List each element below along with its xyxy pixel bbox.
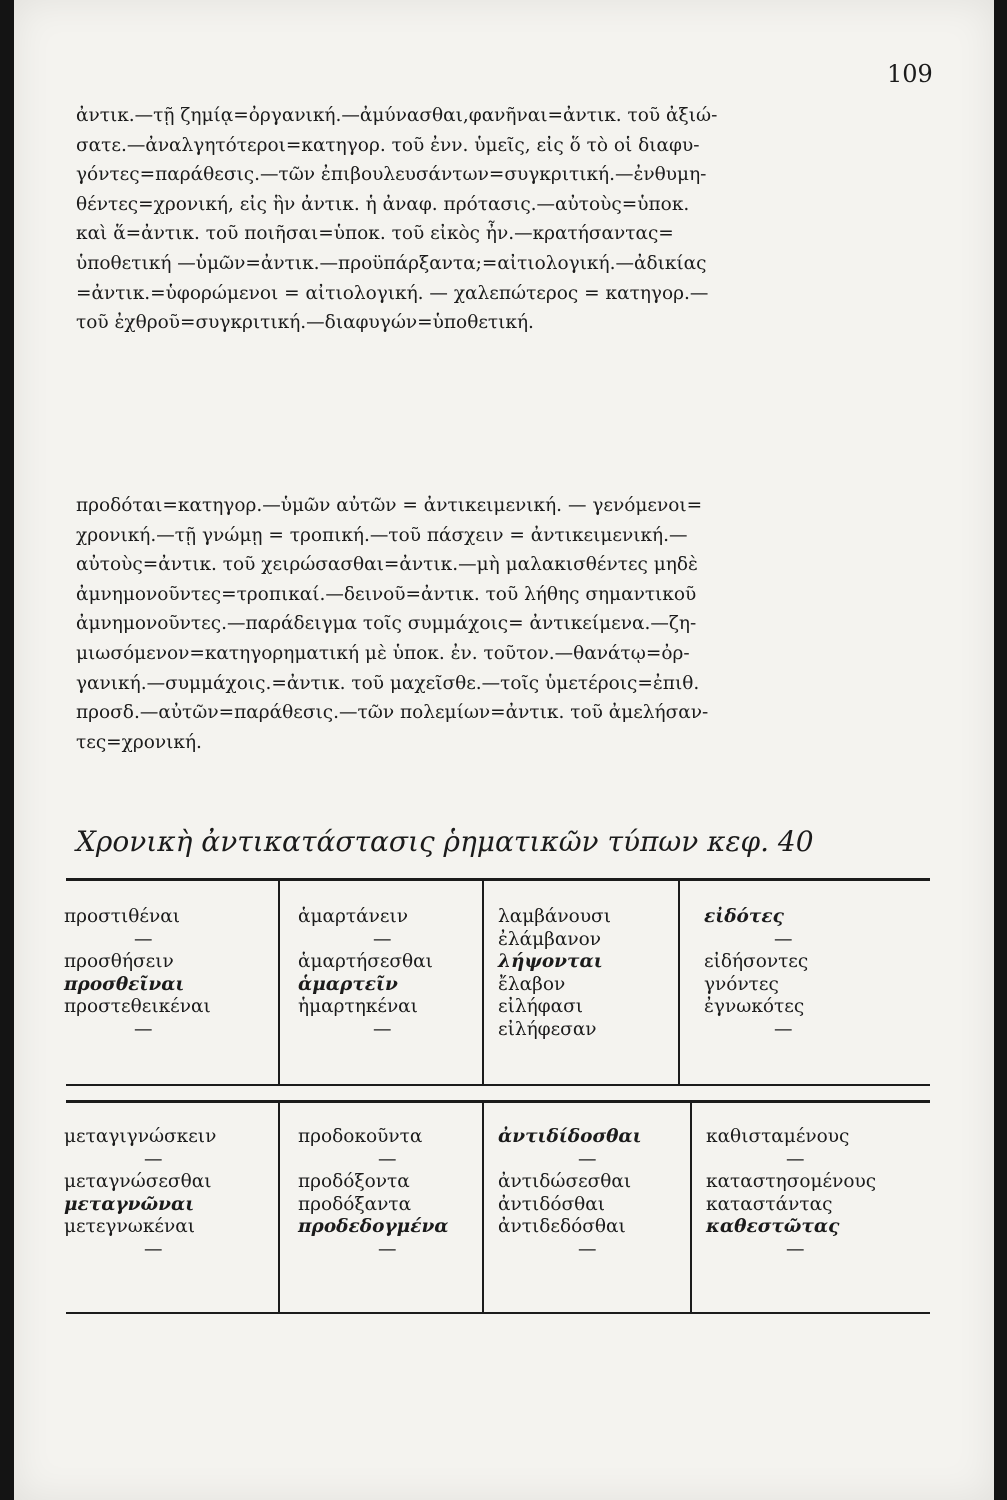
table-cell: ἐγνωκότες [704,996,805,1017]
table-cell: — [378,1238,397,1260]
table-2-divider [690,1102,692,1312]
table-2-column [64,1126,216,1261]
text-line: ἀντικ.—τῇ ζημίᾳ=ὀργανική.—ἀμύνασθαι,φανῆναι=ἀντικ. τοῦ ἀξιώ- [76,105,718,126]
text-line: μιωσόμενον=κατηγορηματική μὲ ὑποκ. ἐν. τοῦτον.—θανάτῳ=ὀρ- [76,642,690,664]
text-line: τες=χρονική. [76,731,202,753]
text-line: ἀμνημονοῦντες.—παράδειγμα τοῖς συμμάχοις= ἀντικείμενα.—ζη- [76,613,697,635]
table-cell: — [774,928,793,950]
text-line: =ἀντικ.=ὑφορώμενοι = αἰτιολογική. — χαλεπώτερος = κατηγορ.— [76,282,709,304]
table-1-column [704,906,808,1041]
table-cell: ἐλάμβανον [498,928,601,950]
table-cell: — [144,1148,163,1170]
table-2-column [498,1126,642,1261]
table-cell: — [134,928,153,950]
table-cell: — [144,1238,163,1260]
page-number: 109 [887,60,933,88]
table-1-column [498,906,611,1041]
table-2-divider [278,1102,280,1312]
table-cell: εἰδότες [704,906,784,927]
table-cell: λήψονται [498,951,603,972]
table-cell: προδεδογμένα [298,1216,449,1237]
table-cell: ἁμαρτάνειν [298,906,408,927]
table-cell: προσθεῖναι [64,973,185,995]
table-1-top-rule [66,878,930,881]
table-cell: εἰλήφασι [498,996,583,1017]
text-line: καὶ ἅ=ἀντικ. τοῦ ποιῆσαι=ὑποκ. τοῦ εἰκὸς ἦν.—κρατήσαντας= [76,223,674,245]
table-cell: — [774,1018,793,1040]
table-cell: — [373,1018,392,1040]
text-line: γανική.—συμμάχοις.=ἀντικ. τοῦ μαχεῖσθε.—τοῖς ὑμετέροις=ἐπιθ. [76,672,700,694]
table-cell: ἀντιδεδόσθαι [498,1216,626,1237]
table-cell: καταστησομένους [706,1171,877,1192]
text-line: προσδ.—αὐτῶν=παράθεσις.—τῶν πολεμίων=ἀντικ. τοῦ ἀμελήσαν- [76,702,709,724]
section-title: Χρονικὴ ἀντικατάστασις ῥηματικῶν τύπων κεφ. 40 [76,825,814,858]
table-cell: ἡμαρτηκέναι [298,996,418,1017]
table-cell: προδοκοῦντα [298,1126,423,1147]
text-line: τοῦ ἐχθροῦ=συγκριτική.—διαφυγών=ὑποθετική. [76,312,534,334]
text-line: προδόται=κατηγορ.—ὑμῶν αὐτῶν = ἀντικειμενική. — γενόμενοι= [76,495,703,516]
table-cell: — [373,928,392,950]
table-1-divider [482,880,484,1084]
table-cell: μεταγνῶναι [64,1193,195,1215]
paragraph-2 [76,491,956,757]
table-cell: ἔλαβον [498,973,566,995]
table-cell: προδόξαντα [298,1193,412,1215]
table-cell: ἁμαρτεῖν [298,973,398,995]
book-page [14,0,994,1500]
table-cell: εἰδήσοντες [704,951,809,972]
table-cell: καταστάντας [706,1193,833,1215]
table-cell: μετεγνωκέναι [64,1216,195,1237]
table-cell: εἰλήφεσαν [498,1018,597,1040]
table-cell: γνόντες [704,973,779,995]
table-1-column [64,906,211,1041]
table-1-bottom-rule [66,1084,930,1086]
table-1-divider [278,880,280,1084]
table-2-column [706,1126,876,1261]
table-cell: — [134,1018,153,1040]
table-cell: καθισταμένους [706,1126,850,1147]
table-cell: ἀντιδίδοσθαι [498,1126,642,1147]
table-cell: προσθήσειν [64,951,174,972]
text-line: ἀμνημονοῦντες=τροπικαί.—δεινοῦ=ἀντικ. τοῦ λήθης σημαντικοῦ [76,583,697,605]
table-cell: — [578,1238,597,1260]
text-line: γόντες=παράθεσις.—τῶν ἐπιβουλευσάντων=συγκριτική.—ἐνθυμη- [76,164,707,186]
table-2-top-rule [66,1100,930,1103]
table-2-divider [482,1102,484,1312]
table-2-column [298,1126,449,1261]
table-cell: προστιθέναι [64,906,181,927]
table-cell: ἀντιδώσεσθαι [498,1171,632,1192]
table-cell: προστεθεικέναι [64,996,211,1017]
table-cell: — [786,1148,805,1170]
text-line: ὑποθετική —ὑμῶν=ἀντικ.—προϋπάρξαντα;=αἰτιολογική.—ἀδικίας [76,252,707,274]
table-cell: ἁμαρτήσεσθαι [298,951,433,972]
table-cell: καθεστῶτας [706,1216,840,1237]
table-cell: — [378,1148,397,1170]
paragraph-1 [76,101,956,338]
table-cell: προδόξοντα [298,1171,410,1192]
table-cell: — [786,1238,805,1260]
text-line: αὐτοὺς=ἀντικ. τοῦ χειρώσασθαι=ἀντικ.—μὴ μαλακισθέντες μηδὲ [76,554,698,576]
table-cell: ἀντιδόσθαι [498,1193,606,1215]
table-cell: λαμβάνουσι [498,906,611,927]
text-line: θέντες=χρονική, εἰς ἣν ἀντικ. ἡ ἀναφ. πρότασις.—αὐτοὺς=ὑποκ. [76,193,690,215]
table-cell: μεταγνώσεσθαι [64,1171,212,1192]
table-cell: — [578,1148,597,1170]
table-cell: μεταγιγνώσκειν [64,1126,217,1147]
text-line: σατε.—ἀναλγητότεροι=κατηγορ. τοῦ ἐνν. ὑμεῖς, εἰς ὅ τὸ οἱ διαφυ- [76,134,700,156]
table-2-bottom-rule [66,1312,930,1314]
table-1-column [298,906,433,1041]
table-1-divider [678,880,680,1084]
text-line: χρονική.—τῇ γνώμῃ = τροπική.—τοῦ πάσχειν = ἀντικειμενική.— [76,524,688,546]
